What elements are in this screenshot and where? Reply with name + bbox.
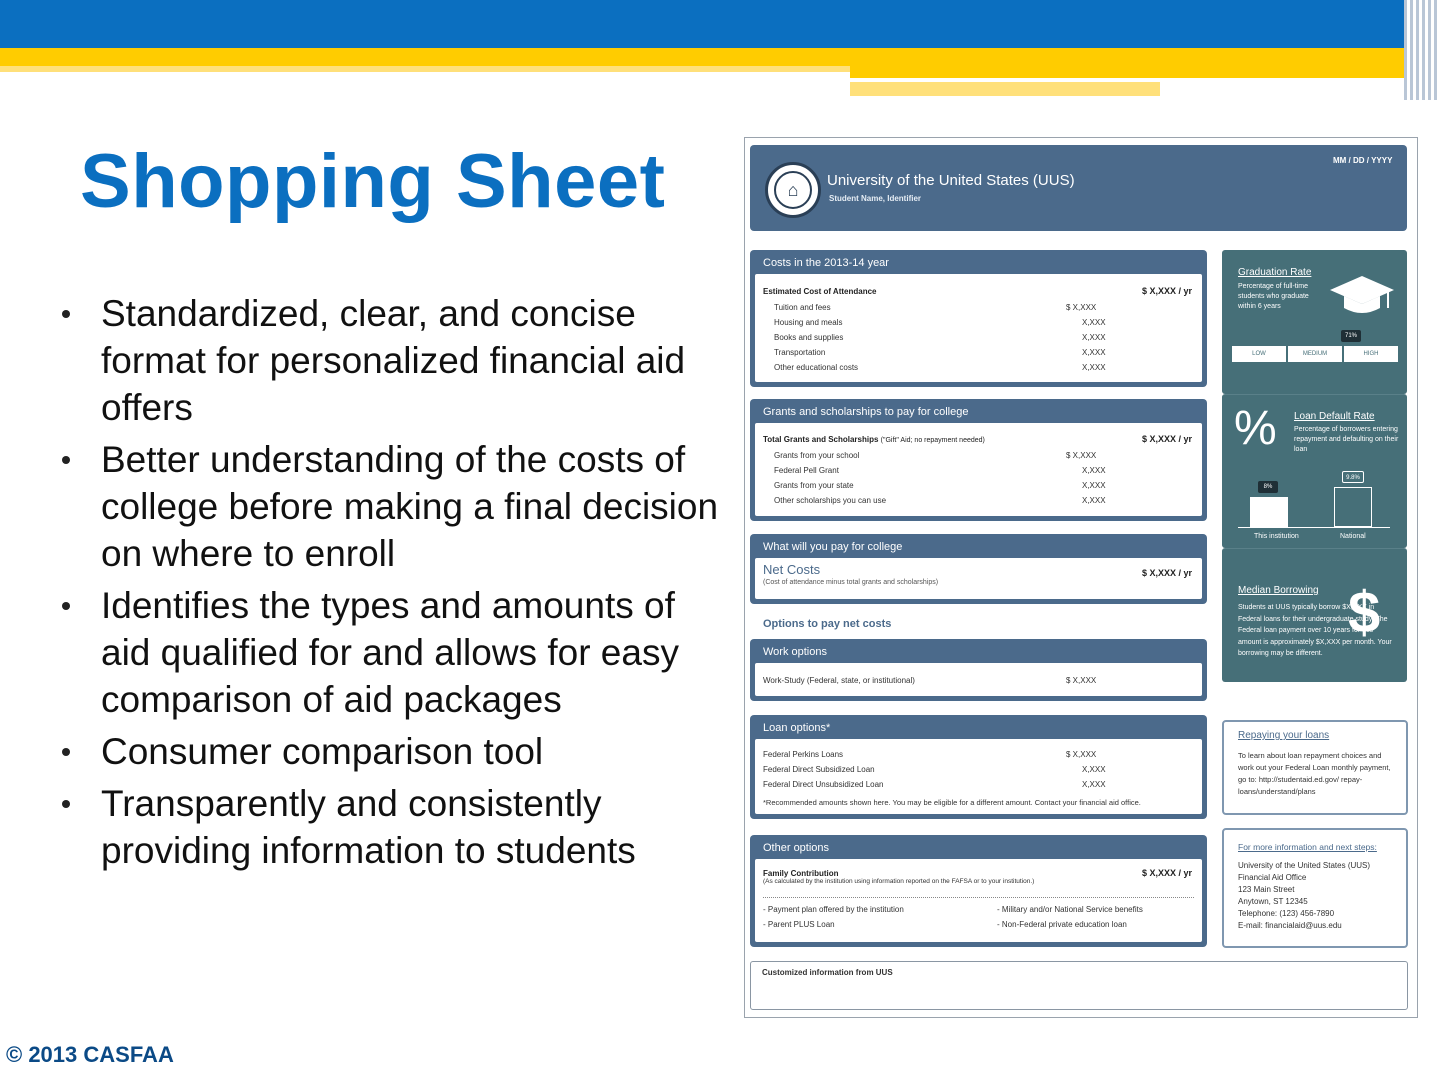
loan-amount: X,XXX xyxy=(1082,780,1106,789)
grants-total-amount: $ X,XXX / yr xyxy=(1142,434,1193,444)
scale-low: LOW xyxy=(1232,346,1286,362)
graduation-rate-title: Graduation Rate xyxy=(1238,267,1312,278)
loan-default-panel xyxy=(1222,394,1407,548)
institution-label: This institution xyxy=(1254,533,1299,540)
net-costs-title: What will you pay for college xyxy=(763,541,903,553)
other-option: - Parent PLUS Loan xyxy=(763,920,835,929)
costs-panel xyxy=(750,250,1207,387)
institution-default-value: 8% xyxy=(1258,481,1278,493)
cost-amount: X,XXX xyxy=(1082,363,1106,372)
customized-info-label: Customized information from UUS xyxy=(762,968,893,977)
more-info-title: For more information and next steps: xyxy=(1238,842,1377,852)
customized-info-box xyxy=(750,961,1408,1010)
graduation-rate-desc: Percentage of full-time students who graduate within 6 years xyxy=(1238,283,1309,310)
work-study-label: Work-Study (Federal, state, or institutional) xyxy=(763,676,915,685)
sheet-date: MM / DD / YYYY xyxy=(1333,156,1393,165)
other-option: - Payment plan offered by the institution xyxy=(763,905,904,914)
net-costs-sub: (Cost of attendance minus total grants and scholarships) xyxy=(763,579,939,586)
more-info-line: E-mail: financialaid@uus.edu xyxy=(1238,921,1342,930)
bullet-item: Consumer comparison tool xyxy=(58,728,728,775)
institution-bar xyxy=(1250,497,1288,527)
loan-default-title: Loan Default Rate xyxy=(1294,411,1375,422)
cost-item: Other educational costs xyxy=(774,363,859,372)
loan-note: *Recommended amounts shown here. You may be eligible for a different amount. Contact your financial aid office. xyxy=(763,798,1141,807)
loan-item: Federal Direct Unsubsidized Loan xyxy=(763,780,884,789)
more-info-box xyxy=(1222,828,1408,948)
repaying-loans-text: To learn about loan repayment choices and work out your Federal Loan monthly payment, go to: http://studentaid.ed.gov/ repay-loans/understand/plans xyxy=(1238,751,1391,796)
national-default-value: 9.8% xyxy=(1342,471,1364,483)
national-bar xyxy=(1334,487,1372,527)
net-costs-label: Net Costs xyxy=(763,562,821,577)
loan-item: Federal Perkins Loans xyxy=(763,750,844,759)
student-identifier: Student Name, Identifier xyxy=(829,194,922,203)
cost-item: Housing and meals xyxy=(774,318,843,327)
cost-item: Books and supplies xyxy=(774,333,844,342)
bullet-list xyxy=(58,290,728,879)
net-costs-panel xyxy=(750,534,1207,604)
more-info-line: Anytown, ST 12345 xyxy=(1238,897,1308,906)
university-name: University of the United States (UUS) xyxy=(827,172,1075,189)
scale-medium: MEDIUM xyxy=(1288,346,1342,362)
repaying-loans-box xyxy=(1222,720,1408,815)
loan-options-title: Loan options* xyxy=(763,722,831,734)
graduation-rate-value: 71% xyxy=(1341,330,1361,342)
median-borrowing-panel xyxy=(1222,548,1407,682)
repaying-loans-title: Repaying your loans xyxy=(1238,730,1330,741)
bullet-item: Better understanding of the costs of college before making a final decision on where to enroll xyxy=(58,436,728,577)
more-info-line: 123 Main Street xyxy=(1238,885,1295,894)
cost-total-amount: $ X,XXX / yr xyxy=(1142,286,1193,296)
grant-amount: X,XXX xyxy=(1082,481,1106,490)
bullet-item: Standardized, clear, and concise format for personalized financial aid offers xyxy=(58,290,728,431)
copyright: © 2013 CASFAA xyxy=(6,1042,174,1067)
cost-amount: $ X,XXX xyxy=(1066,303,1097,312)
loan-item: Federal Direct Subsidized Loan xyxy=(763,765,875,774)
top-banner xyxy=(0,0,1440,100)
cost-amount: X,XXX xyxy=(1082,333,1106,342)
grants-total-label: Total Grants and Scholarships ("Gift" Aid; no repayment needed) xyxy=(763,435,985,444)
family-contribution-sub: (As calculated by the institution using information reported on the FAFSA or to your institution.) xyxy=(763,878,1035,885)
loan-amount: $ X,XXX xyxy=(1066,750,1097,759)
dollar-icon: $ xyxy=(1348,580,1381,645)
university-seal-icon: ⌂ xyxy=(765,162,821,218)
costs-title: Costs in the 2013-14 year xyxy=(763,257,889,269)
cost-amount: X,XXX xyxy=(1082,318,1106,327)
options-title: Options to pay net costs xyxy=(763,618,892,630)
cost-item: Transportation xyxy=(774,348,826,357)
more-info-line: University of the United States (UUS) xyxy=(1238,861,1371,870)
bullet-item: Transparently and consistently providing information to students xyxy=(58,780,728,874)
scale-high: HIGH xyxy=(1344,346,1398,362)
shopping-sheet-image xyxy=(744,137,1418,1018)
work-study-amount: $ X,XXX xyxy=(1066,676,1097,685)
grant-item: Federal Pell Grant xyxy=(774,466,839,475)
cost-amount: X,XXX xyxy=(1082,348,1106,357)
bullet-item: Identifies the types and amounts of aid qualified for and allows for easy comparison of aid packages xyxy=(58,582,728,723)
median-borrowing-desc: Students at UUS typically borrow $X,XXX in Federal loans for their undergraduate study. The Federal loan payment over 10 years for this amount is approximately $X,XXX per month. Your borrowing may be different. xyxy=(1238,604,1392,657)
other-options-title: Other options xyxy=(763,842,830,854)
other-options-panel xyxy=(750,835,1207,947)
loan-options-panel xyxy=(750,715,1207,819)
cost-total-label: Estimated Cost of Attendance xyxy=(763,287,877,296)
median-borrowing-title: Median Borrowing xyxy=(1238,585,1319,596)
grants-title: Grants and scholarships to pay for college xyxy=(763,406,969,418)
divider xyxy=(763,897,1194,898)
loan-amount: X,XXX xyxy=(1082,765,1106,774)
other-option: - Military and/or National Service benefits xyxy=(997,905,1143,914)
graduation-cap-icon xyxy=(1328,274,1396,318)
family-contribution-label: Family Contribution xyxy=(763,869,839,878)
percent-dollar-icon: % xyxy=(1234,402,1277,455)
cost-item: Tuition and fees xyxy=(774,303,831,312)
net-costs-amount: $ X,XXX / yr xyxy=(1142,568,1193,578)
work-options-panel xyxy=(750,639,1207,701)
grants-panel xyxy=(750,399,1207,521)
graduation-rate-panel xyxy=(1222,250,1407,394)
slide-title: Shopping Sheet xyxy=(80,139,666,224)
chart-baseline xyxy=(1238,527,1390,528)
work-options-title: Work options xyxy=(763,646,827,658)
grant-amount: X,XXX xyxy=(1082,466,1106,475)
grant-amount: $ X,XXX xyxy=(1066,451,1097,460)
family-contribution-amount: $ X,XXX / yr xyxy=(1142,868,1193,878)
more-info-line: Financial Aid Office xyxy=(1238,873,1307,882)
grant-item: Grants from your state xyxy=(774,481,854,490)
more-info-line: Telephone: (123) 456-7890 xyxy=(1238,909,1335,918)
national-label: National xyxy=(1340,533,1366,540)
grant-item: Grants from your school xyxy=(774,451,860,460)
grant-item: Other scholarships you can use xyxy=(774,496,887,505)
loan-default-desc: Percentage of borrowers entering repayment and defaulting on their loan xyxy=(1294,426,1399,453)
other-option: - Non-Federal private education loan xyxy=(997,920,1127,929)
grant-amount: X,XXX xyxy=(1082,496,1106,505)
